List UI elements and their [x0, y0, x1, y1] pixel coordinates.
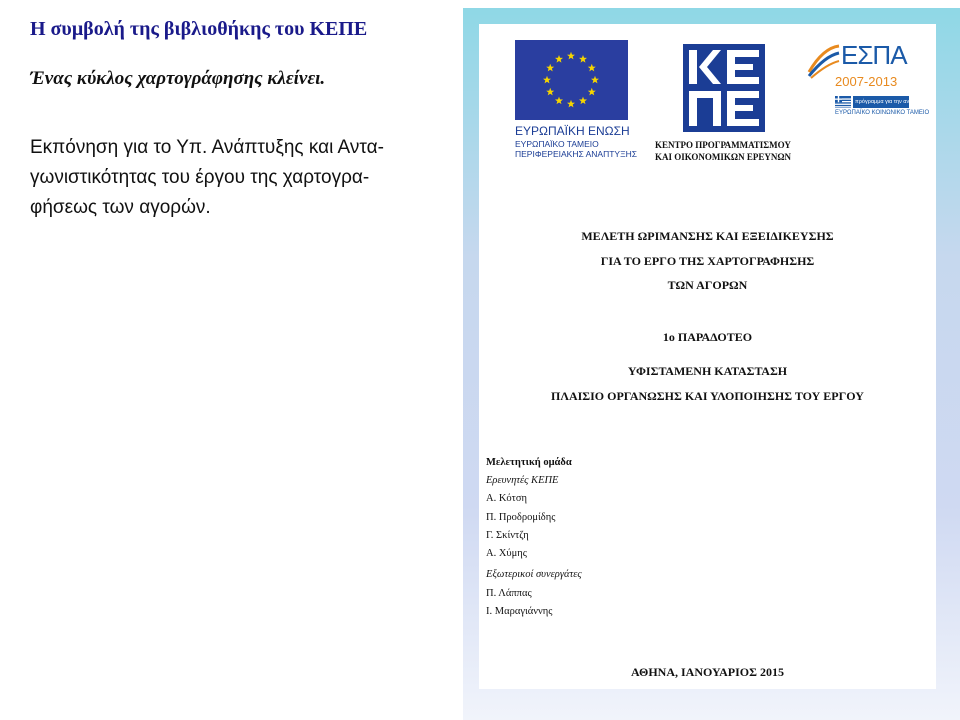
- espa-fund: ΕΥΡΩΠΑΪΚΟ ΚΟΙΝΩΝΙΚΟ ΤΑΜΕΙΟ: [835, 110, 930, 116]
- team-member: Α. Χύμης: [486, 548, 527, 559]
- eu-flag-logo: [515, 40, 628, 120]
- espa-logo: [805, 40, 930, 120]
- eu-stars-icon: [515, 40, 628, 120]
- eu-star: [588, 64, 596, 72]
- doc-heading-line: ΜΕΛΕΤΗ ΩΡΙΜΑΝΣΗΣ ΚΑΙ ΕΞΕΙΔΙΚΕΥΣΗΣ: [581, 229, 834, 243]
- slide-body: [30, 133, 450, 223]
- document-date: ΑΘΗΝΑ, ΙΑΝΟΥΑΡΙΟΣ 2015: [631, 665, 784, 679]
- eu-star: [546, 88, 554, 96]
- eu-star: [567, 52, 575, 60]
- doc-heading-line: ΓΙΑ ΤΟ ΕΡΓΟ ΤΗΣ ΧΑΡΤΟΓΡΑΦΗΣΗΣ: [600, 254, 815, 268]
- espa-years: 2007-2013: [835, 74, 898, 89]
- team-member: Ι. Μαραγιάννης: [486, 606, 553, 617]
- eu-fund-line2: ΠΕΡΙΦΕΡΕΙΑΚΗΣ ΑΝΑΠΤΥΞΗΣ: [515, 149, 638, 159]
- section-line: ΠΛΑΙΣΙΟ ΟΡΓΑΝΩΣΗΣ ΚΑΙ ΥΛΟΠΟΙΗΣΗΣ ΤΟΥ ΕΡΓΟΥ: [551, 389, 864, 403]
- doc-heading-line: ΤΩΝ ΑΓΟΡΩΝ: [667, 278, 748, 292]
- document-cover-page: [479, 24, 936, 689]
- team-label: Μελετητική ομάδα: [486, 457, 572, 468]
- external-label: Εξωτερικοί συνεργάτες: [486, 569, 582, 580]
- deliverable-label: 1ο ΠΑΡΑΔΟΤΕΟ: [662, 330, 753, 344]
- espa-swoosh-icon: [807, 44, 841, 78]
- kepe-mark-icon: [683, 44, 765, 132]
- greek-flag-icon: [835, 96, 851, 108]
- espa-band-text: πρόγραμμα για την ανάπτυξη: [853, 96, 909, 108]
- eu-star: [588, 88, 596, 96]
- eu-star: [546, 64, 554, 72]
- eu-star: [555, 55, 563, 63]
- eu-star: [579, 55, 587, 63]
- kepe-name-line2: ΚΑΙ ΟΙΚΟΝΟΜΙΚΩΝ ΕΡΕΥΝΩΝ: [655, 152, 792, 162]
- kepe-name-line1: ΚΕΝΤΡΟ ΠΡΟΓΡΑΜΜΑΤΙΣΜΟΥ: [655, 140, 791, 150]
- slide-title: Η συμβολή της βιβλιοθήκης του ΚΕΠΕ: [30, 18, 368, 40]
- eu-star: [543, 76, 551, 84]
- team-member: Π. Προδρομίδης: [486, 512, 556, 523]
- slide-subtitle: Ένας κύκλος χαρτογράφησης κλείνει.: [30, 68, 326, 89]
- espa-name: ΕΣΠΑ: [841, 40, 907, 70]
- eu-star: [579, 97, 587, 105]
- eu-star: [591, 76, 599, 84]
- section-line: ΥΦΙΣΤΑΜΕΝΗ ΚΑΤΑΣΤΑΣΗ: [627, 364, 788, 378]
- body-line: φήσεως των αγορών.: [30, 197, 211, 218]
- team-member: Γ. Σκίντζη: [486, 530, 529, 541]
- eu-name: ΕΥΡΩΠΑΪΚΗ ΕΝΩΣΗ: [515, 124, 630, 138]
- eu-fund-line1: ΕΥΡΩΠΑΪΚΟ ΤΑΜΕΙΟ: [515, 139, 599, 149]
- eu-star: [555, 97, 563, 105]
- body-line: γωνιστικότητας του έργου της χαρτογρα-: [30, 167, 370, 188]
- body-line: Εκπόνηση για το Υπ. Ανάπτυξης και Αντα-: [30, 137, 384, 158]
- researchers-label: Ερευνητές ΚΕΠΕ: [486, 475, 559, 486]
- team-member: Α. Κότση: [486, 493, 528, 504]
- team-member: Π. Λάππας: [486, 588, 532, 599]
- kepe-logo: [683, 44, 765, 132]
- eu-star: [567, 100, 575, 108]
